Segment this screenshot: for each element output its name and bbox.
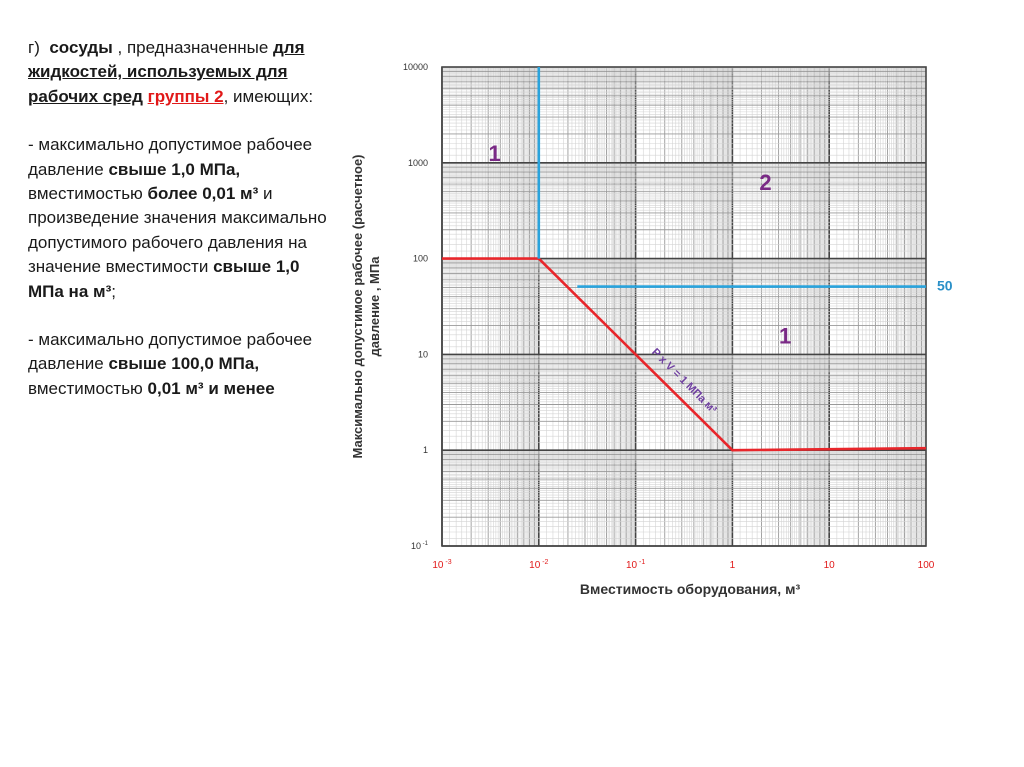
y-tick-label: 1000 bbox=[407, 157, 428, 168]
x-tick-label: 10 $^{-3}$ bbox=[432, 559, 452, 571]
region-label: 1 bbox=[778, 323, 792, 349]
liquids-phrase: для жидкостей, используемых для рабочих сред bbox=[28, 38, 305, 106]
criterion-1-capacity-label: вместимостью bbox=[28, 184, 143, 204]
vessels-term: сосуды bbox=[49, 38, 113, 57]
pressure-50-label: 50 bbox=[937, 277, 953, 294]
criterion-2-capacity-label: вместимостью bbox=[28, 378, 143, 398]
criterion-1-product-text: и произведение значения максимально допустимого рабочего давления на значение вместимости bbox=[28, 184, 327, 277]
criterion-1-lead: - максимально допустимое рабочее давление bbox=[28, 135, 313, 179]
criterion-2-volume: 0,01 м³ и менее bbox=[147, 378, 275, 398]
y-tick-label: 100 bbox=[412, 253, 428, 264]
y-axis-label-line-2: давление , МПа bbox=[367, 256, 382, 357]
criterion-1-product-value: свыше 1,0 МПа на м³ bbox=[28, 257, 300, 301]
designed-text: предназначенные bbox=[126, 38, 269, 57]
y-tick-label: 10 bbox=[417, 349, 428, 360]
x-axis-label: Вместимость оборудования, м³ bbox=[579, 581, 801, 597]
x-tick-label: 10 bbox=[823, 560, 835, 571]
region-label: 1 bbox=[488, 141, 501, 167]
criterion-1-pressure: свыше 1,0 МПа, bbox=[108, 159, 241, 179]
x-tick-label: 100 bbox=[917, 560, 935, 571]
y-axis-label-line-1: Максимально допустимое рабочее (расчетное) bbox=[350, 154, 365, 459]
y-tick-label: 1 bbox=[422, 445, 428, 456]
x-tick-label: 10 $^{-1}$ bbox=[625, 559, 646, 571]
criterion-2-pressure: свыше 100,0 МПа, bbox=[108, 354, 260, 374]
x-tick-label: 10 $^{-2}$ bbox=[529, 559, 549, 571]
y-tick-label: 10 $^{-1}$ bbox=[410, 541, 428, 551]
group-2-phrase: группы 2 bbox=[147, 86, 224, 106]
x-tick-label: 1 bbox=[729, 560, 736, 571]
region-label: 2 bbox=[759, 169, 772, 195]
intro-paragraph: г) сосуды , предназначенные для жидкостей, используемых для рабочих сред группы 2, имеющих: bbox=[28, 38, 314, 106]
pv-line-label: P x V = 1 МПа м³ bbox=[649, 346, 719, 416]
semicolon: ; bbox=[111, 281, 116, 301]
item-marker: г) bbox=[28, 38, 40, 57]
y-tick-label: 10000 bbox=[402, 62, 428, 72]
criterion-2-lead: - максимально допустимое рабочее давление bbox=[28, 330, 313, 374]
y-axis-label bbox=[350, 154, 382, 458]
criterion-1-volume: более 0,01 м³ bbox=[147, 184, 259, 204]
comma: , bbox=[112, 38, 123, 57]
chart-grid bbox=[442, 67, 926, 546]
having-text: имеющих: bbox=[233, 86, 314, 106]
